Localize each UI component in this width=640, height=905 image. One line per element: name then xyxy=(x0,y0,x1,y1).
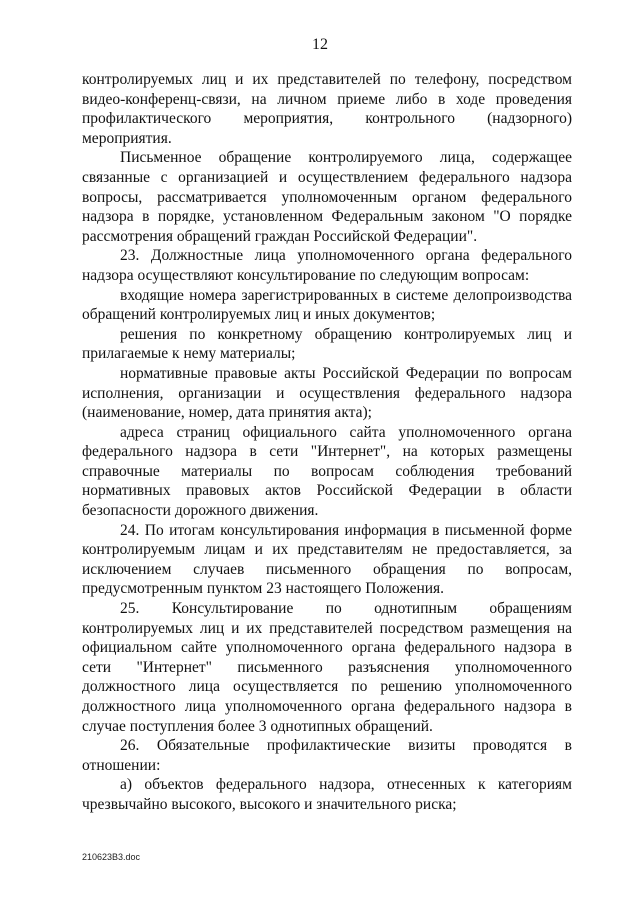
paragraph-item-23: 23. Должностные лица уполномоченного органа федерального надзора осуществляют консультирование по следующим вопросам: xyxy=(82,247,572,284)
page-number: 12 xyxy=(312,36,328,53)
paragraph-item-23-decisions: решения по конкретному обращению контролируемых лиц и прилагаемые к нему материалы; xyxy=(82,325,572,363)
paragraph-item-23-legal-acts: нормативные правовые акты Российской Федерации по вопросам исполнения, организации и осуществления федерального надзора (наименование, номер, дата принятия акта); xyxy=(82,364,572,422)
document-body xyxy=(82,70,572,815)
paragraph-written-appeal: Письменное обращение контролируемого лица, содержащее связанные с организацией и осуществлением федерального надзора вопросы, рассматривается уполномоченным органом федерального надзора в порядке, установленном Федеральным законом "О порядке рассмотрения обращений граждан Российской Федерации". xyxy=(82,149,572,245)
paragraph-item-26-a: а) объектов федерального надзора, отнесенных к категориям чрезвычайно высокого, высокого и значительного риска; xyxy=(82,776,572,813)
paragraph-continuation: контролируемых лиц и их представителей по телефону, посредством видео-конференц-связи, на личном приеме либо в ходе проведения профилактического мероприятия, контрольного (надзорного) мероприятия. xyxy=(82,71,572,147)
paragraph-item-24: 24. По итогам консультирования информация в письменной форме контролируемым лицам и их представителям не предоставляется, за исключением случаев письменного обращения по вопросам, предусмотренным пунктом 23 настоящего Положения. xyxy=(82,521,572,598)
footer-filename: 210623В3.doc xyxy=(82,852,141,862)
paragraph-item-26: 26. Обязательные профилактические визиты проводятся в отношении: xyxy=(82,737,572,774)
paragraph-item-23-website: адреса страниц официального сайта уполномоченного органа федерального надзора в сети "Интернет", на которых размещены справочные материалы по вопросам соблюдения требований нормативных правовых актов Российской Федерации в области безопасности дорожного движения. xyxy=(82,423,572,520)
paragraph-item-23-incoming-numbers: входящие номера зарегистрированных в системе делопроизводства обращений контролируемых лиц и иных документов; xyxy=(82,286,572,324)
paragraph-item-25: 25. Консультирование по однотипным обращениям контролируемых лиц и их представителей посредством размещения на официальном сайте уполномоченного органа федерального надзора в сети "Интернет" письменного разъяснения уполномоченного должностного лица осуществляется по решению уполномоченного должностного лица уполномоченного органа федерального надзора в случае поступления более 3 однотипных обращений. xyxy=(82,600,572,735)
